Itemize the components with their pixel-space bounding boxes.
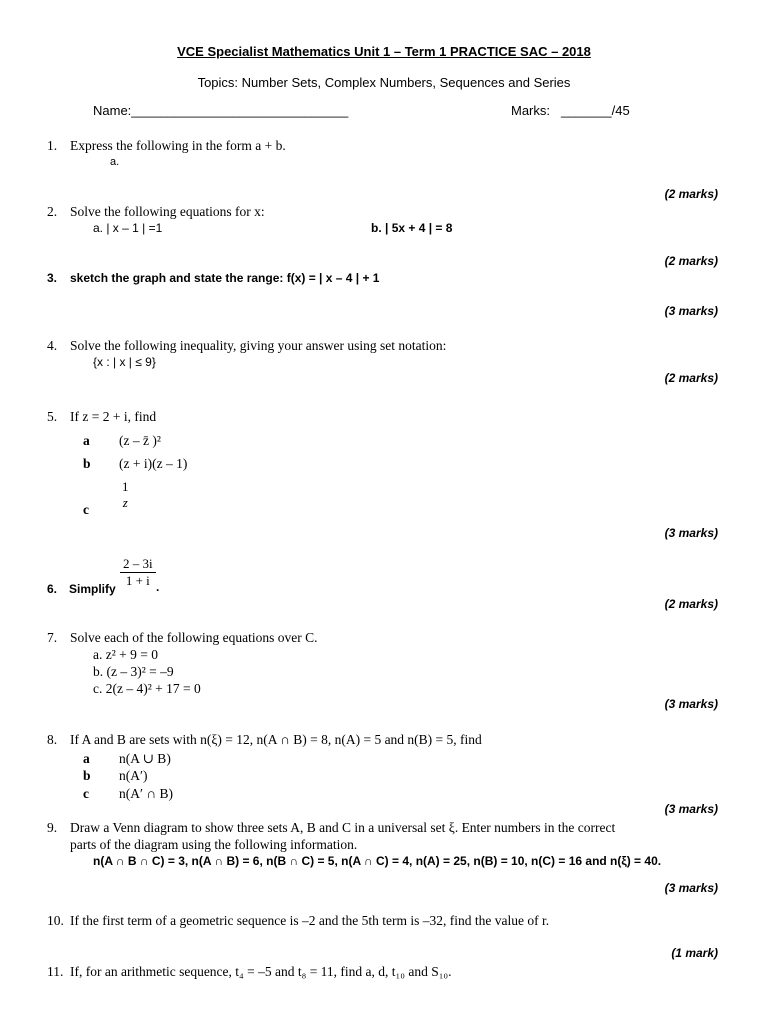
q7-marks: (3 marks)	[664, 697, 718, 711]
q5-b-expr: (z + i)(z – 1)	[119, 456, 188, 471]
q8-marks: (3 marks)	[664, 802, 718, 816]
q4-marks: (2 marks)	[664, 371, 718, 385]
q5-c-label: c	[83, 502, 89, 517]
q1-part-a: a.	[110, 156, 120, 168]
q6-marks: (2 marks)	[664, 597, 718, 611]
q9-marks: (3 marks)	[664, 881, 718, 895]
q2-part-b: b. | 5x + 4 | = 8	[371, 221, 453, 235]
q5-a-label: a	[83, 433, 90, 448]
q6-denominator: 1 + i	[125, 573, 150, 588]
q4-set: {x : | x | ≤ 9}	[93, 355, 156, 369]
q2-part-a: a. | x – 1 | =1	[93, 221, 163, 235]
q3-text: sketch the graph and state the range: f(x) = | x – 4 | + 1	[70, 271, 380, 285]
q8-text: If A and B are sets with n(ξ) = 12, n(A ∩ B) = 8, n(A) = 5 and n(B) = 5, find	[70, 732, 482, 747]
q7-part-b: b. (z – 3)² = –9	[93, 664, 174, 679]
q5-number: 5.	[47, 409, 58, 424]
q9-number: 9.	[47, 820, 58, 835]
name-field: Name:______________________________	[93, 103, 349, 118]
q6-dot: .	[156, 580, 160, 594]
topics-line: Topics: Number Sets, Complex Numbers, Sequences and Series	[197, 75, 571, 90]
page-title: VCE Specialist Mathematics Unit 1 – Term 1 PRACTICE SAC – 2018	[177, 44, 591, 59]
marks-total: _______/45	[561, 103, 630, 118]
q5-c-denominator: z	[122, 495, 128, 510]
q8-a-expr: n(A ∪ B)	[119, 751, 171, 766]
q5-c-numerator: 1	[122, 479, 129, 494]
q7-number: 7.	[47, 630, 58, 645]
q5-b-label: b	[83, 456, 91, 471]
q8-c-expr: n(A′ ∩ B)	[119, 786, 173, 801]
q10-text: If the first term of a geometric sequence is –2 and the 5th term is –32, find the value of r.	[70, 913, 550, 928]
q7-part-a: a. z² + 9 = 0	[93, 647, 159, 662]
q3-marks: (3 marks)	[664, 304, 718, 318]
q4-number: 4.	[47, 338, 58, 353]
q8-c-label: c	[83, 786, 89, 801]
q6-number: 6.	[47, 582, 58, 596]
q7-part-c: c. 2(z – 4)² + 17 = 0	[93, 681, 201, 696]
q10-number: 10.	[47, 913, 64, 928]
q9-line-2: parts of the diagram using the following information.	[70, 837, 358, 852]
q6-numerator: 2 – 3i	[120, 556, 156, 573]
q3-number: 3.	[47, 271, 58, 285]
q8-number: 8.	[47, 732, 58, 747]
q11-number: 11.	[47, 964, 64, 979]
q5-c-fraction	[119, 479, 132, 511]
q9-line-3: n(A ∩ B ∩ C) = 3, n(A ∩ B) = 6, n(B ∩ C) = 5, n(A ∩ C) = 4, n(A) = 25, n(B) = 10, n(C) = 16 and n(ξ) = 40.	[93, 854, 662, 868]
q5-a-expr: (z – z̄ )²	[119, 433, 161, 448]
q6-fraction	[120, 556, 156, 589]
q6-text: Simplify	[69, 582, 116, 596]
q2-number: 2.	[47, 204, 58, 219]
q9-line-1: Draw a Venn diagram to show three sets A, B and C in a universal set ξ. Enter numbers in the correct	[70, 820, 616, 835]
q5-text: If z = 2 + i, find	[70, 409, 157, 424]
q1-number: 1.	[47, 138, 58, 153]
q1-marks: (2 marks)	[664, 187, 718, 201]
q5-marks: (3 marks)	[664, 526, 718, 540]
q8-b-label: b	[83, 768, 91, 783]
q10-marks: (1 mark)	[671, 946, 718, 960]
q8-b-expr: n(A′)	[119, 768, 148, 783]
q8-a-label: a	[83, 751, 90, 766]
q2-marks: (2 marks)	[664, 254, 718, 268]
q1-text: Express the following in the form a + b.	[70, 138, 286, 153]
q11-text: If, for an arithmetic sequence, t₄ = –5 and t₈ = 11, find a, d, t₁₀ and S₁₀.	[70, 964, 452, 979]
q4-text: Solve the following inequality, giving your answer using set notation:	[70, 338, 447, 353]
marks-label: Marks:	[511, 103, 550, 118]
q7-text: Solve each of the following equations over C.	[70, 630, 318, 645]
q2-text: Solve the following equations for x:	[70, 204, 265, 219]
